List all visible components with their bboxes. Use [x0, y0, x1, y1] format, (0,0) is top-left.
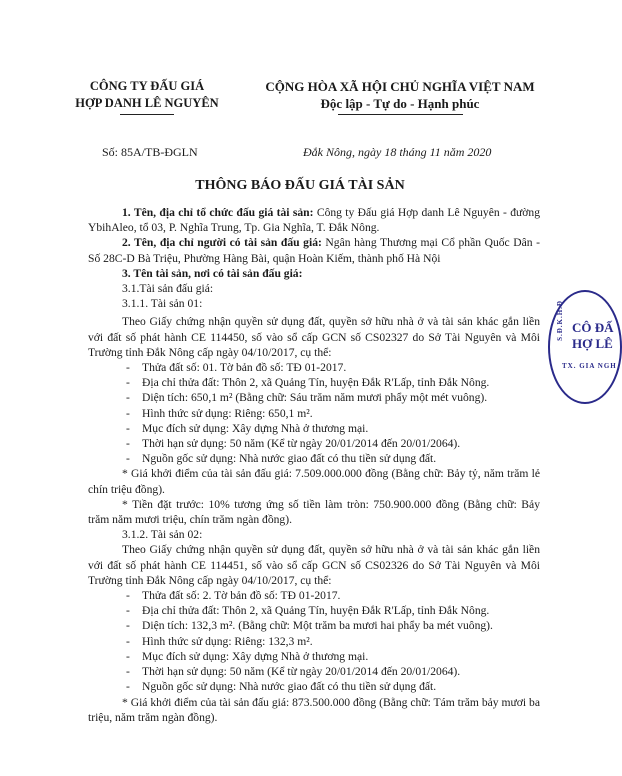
list-item: - Nguồn gốc sử dụng: Nhà nước giao đất có thu tiền sử dụng đất. [126, 680, 437, 694]
company-name-line2: HỢP DANH LÊ NGUYÊN [75, 96, 219, 110]
company-seal-stamp [548, 290, 622, 404]
section-1-label: 1. Tên, địa chỉ tổ chức đấu giá tài sản: [122, 206, 314, 219]
section-1 [88, 205, 540, 235]
section-2-label: 2. Tên, địa chỉ người có tài sản đấu giá: [122, 236, 322, 250]
asset-2-details [88, 588, 540, 694]
asset-1-details [88, 360, 540, 466]
list-item: - Hình thức sử dụng: Riêng: 650,1 m². [126, 406, 313, 420]
list-item: - Mục đích sử dụng: Xây dựng Nhà ở thương mại. [126, 649, 369, 663]
section-3-1-2: 3.1.2. Tài sản 02: [122, 528, 203, 542]
document-title: THÔNG BÁO ĐẤU GIÁ TÀI SẢN [195, 178, 405, 193]
list-item: - Thời hạn sử dụng: 50 năm (Kể từ ngày 20/01/2014 đến 20/01/2064). [126, 437, 461, 451]
section-1-text: Công ty Đấu giá Hợp danh Lê Nguyên - đường YbihAleo, tổ 03, P. Nghĩa Trung, Tp. Gia Nghĩa, T. Đắk Nông. [88, 206, 541, 235]
section-3-1-1: 3.1.1. Tài sản 01: [122, 297, 203, 311]
list-item: - Thời hạn sử dụng: 50 năm (Kể từ ngày 20/01/2014 đến 20/01/2064). [126, 665, 461, 679]
section-2-text: Ngân hàng Thương mại Cổ phần Quốc Dân - Số 28C-D Bà Triệu, Phường Hàng Bài, quận Hoàn Kiếm, thành phố Hà Nội [88, 236, 540, 265]
list-item: - Diện tích: 132,3 m². (Bằng chữ: Một trăm ba mươi hai phẩy ba mét vuông). [126, 619, 493, 633]
list-item: - Thửa đất số: 2. Tờ bản đồ số: TĐ 01-2017. [126, 589, 341, 603]
document-date: Đắk Nông, ngày 18 tháng 11 năm 2020 [303, 145, 492, 159]
company-underline [120, 114, 174, 115]
motto-underline [338, 114, 463, 115]
document-number: Số: 85A/TB-ĐGLN [102, 145, 198, 159]
list-item: - Thửa đất số: 01. Tờ bản đồ số: TĐ 01-2017. [126, 361, 347, 375]
company-header [72, 78, 222, 115]
national-motto: Độc lập - Tự do - Hạnh phúc [320, 96, 480, 111]
document-body [88, 205, 540, 725]
list-item: - Địa chỉ thửa đất: Thôn 2, xã Quảng Tín, huyện Đắk R'Lấp, tỉnh Đắk Nông. [126, 376, 490, 390]
section-3-1: 3.1.Tài sản đấu giá: [122, 282, 214, 296]
asset-1-intro: Theo Giấy chứng nhận quyền sử dụng đất, quyền sở hữu nhà ở và tài sản khác gắn liền với đất số phát hành CE 114450, số vào sổ cấp GCN số CS02327 do Sở Tài Nguyên và Môi Trường tỉnh Đắk Nông cấp ngày 04/10/2017, cụ thể: [88, 315, 540, 359]
list-item: - Nguồn gốc sử dụng: Nhà nước giao đất có thu tiền sử dụng đất. [126, 452, 437, 466]
asset-1-deposit: * Tiền đặt trước: 10% tương ứng số tiền làm tròn: 750.900.000 đồng (Bằng chữ: Bảy trăm năm mươi triệu, chín trăm ngàn đồng). [88, 497, 540, 527]
national-header [250, 78, 550, 115]
stamp-ring-text: S.Đ.K.H.Đ [556, 300, 564, 341]
asset-2-price: * Giá khởi điểm của tài sản đấu giá: 873.500.000 đồng (Bằng chữ: Tám trăm bảy mươi ba triệu, năm trăm ngàn đồng). [88, 695, 540, 724]
asset-2-intro: Theo Giấy chứng nhận quyền sử dụng đất, quyền sở hữu nhà ở và tài sản khác gắn liền với đất số phát hành CE 114451, số vào sổ cấp GCN số CS02326 do Sở Tài Nguyên và Môi Trường tỉnh Đắk Nông cấp ngày 04/10/2017, cụ thể: [88, 543, 540, 587]
list-item: - Địa chỉ thửa đất: Thôn 2, xã Quảng Tín, huyện Đắk R'Lấp, tỉnh Đắk Nông. [126, 604, 490, 618]
section-2 [88, 235, 540, 265]
asset-1-price: * Giá khởi điểm của tài sản đấu giá: 7.509.000.000 đồng (Bằng chữ: Bảy tỷ, năm trăm lẻ chín triệu đồng). [88, 467, 540, 496]
stamp-bottom-text: TX. GIA NGH [562, 362, 617, 370]
stamp-inner-text: CÔ ĐẤ HỢ LÊ [572, 320, 614, 351]
list-item: - Mục đích sử dụng: Xây dựng Nhà ở thương mại. [126, 421, 369, 435]
list-item: - Diện tích: 650,1 m² (Bằng chữ: Sáu trăm năm mươi phẩy một mét vuông). [126, 391, 488, 405]
list-item: - Hình thức sử dụng: Riêng: 132,3 m². [126, 634, 313, 648]
nation-name: CỘNG HÒA XÃ HỘI CHỦ NGHĨA VIỆT NAM [265, 79, 535, 94]
section-3-label: 3. Tên tài sản, nơi có tài sản đấu giá: [122, 266, 303, 280]
company-name-line1: CÔNG TY ĐẤU GIÁ [89, 79, 205, 93]
